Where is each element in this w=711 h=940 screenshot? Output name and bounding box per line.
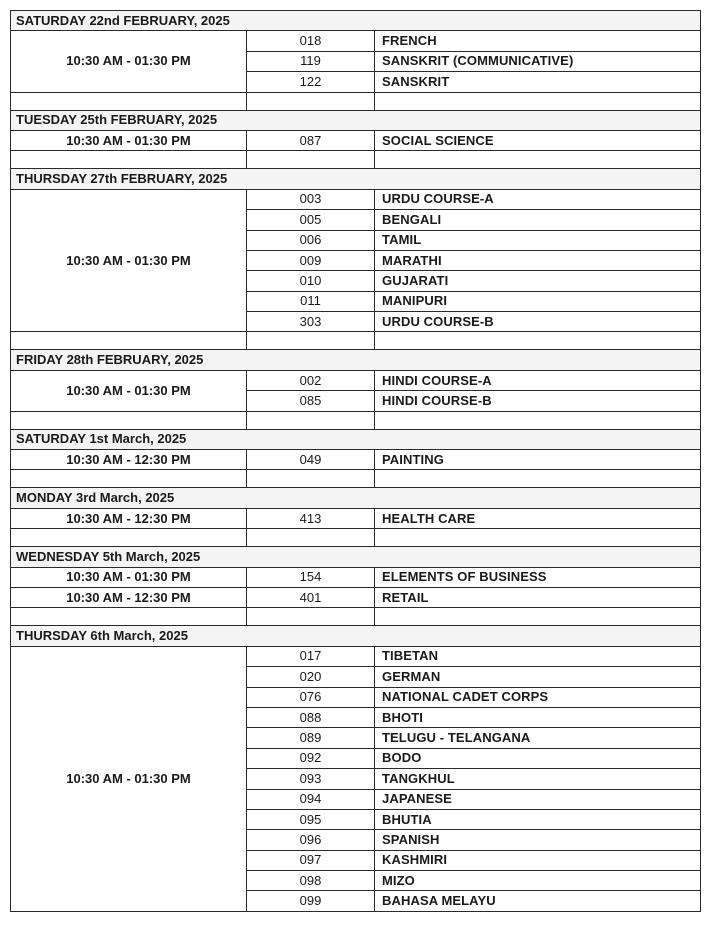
- subject-code: 049: [247, 450, 375, 470]
- exam-time: 10:30 AM - 01:30 PM: [11, 567, 247, 587]
- subject-code: 010: [247, 271, 375, 291]
- empty-cell: [247, 411, 375, 429]
- empty-cell: [375, 411, 701, 429]
- subject-name: BHOTI: [375, 707, 701, 727]
- subject-name: SANSKRIT (COMMUNICATIVE): [375, 51, 701, 71]
- empty-cell: [375, 332, 701, 350]
- subject-name: HINDI COURSE-B: [375, 391, 701, 411]
- empty-cell: [247, 529, 375, 547]
- exam-date: THURSDAY 6th March, 2025: [11, 626, 701, 646]
- subject-name: NATIONAL CADET CORPS: [375, 687, 701, 707]
- subject-code: 017: [247, 646, 375, 666]
- empty-cell: [11, 470, 247, 488]
- subject-code: 098: [247, 871, 375, 891]
- empty-cell: [375, 151, 701, 169]
- paper-row: [11, 130, 701, 150]
- exam-time: 10:30 AM - 01:30 PM: [11, 370, 247, 411]
- subject-name: FRENCH: [375, 31, 701, 51]
- subject-code: 018: [247, 31, 375, 51]
- empty-cell: [11, 411, 247, 429]
- exam-time: 10:30 AM - 12:30 PM: [11, 508, 247, 528]
- subject-code: 011: [247, 291, 375, 311]
- exam-time: 10:30 AM - 01:30 PM: [11, 31, 247, 92]
- empty-cell: [375, 470, 701, 488]
- subject-name: RETAIL: [375, 587, 701, 607]
- subject-code: 401: [247, 587, 375, 607]
- subject-code: 092: [247, 748, 375, 768]
- subject-name: KASHMIRI: [375, 850, 701, 870]
- spacer-row: [11, 332, 701, 350]
- subject-code: 089: [247, 728, 375, 748]
- subject-code: 076: [247, 687, 375, 707]
- date-header-row: [11, 350, 701, 370]
- subject-name: JAPANESE: [375, 789, 701, 809]
- subject-code: 085: [247, 391, 375, 411]
- empty-cell: [375, 92, 701, 110]
- subject-code: 002: [247, 370, 375, 390]
- subject-code: 119: [247, 51, 375, 71]
- subject-code: 413: [247, 508, 375, 528]
- exam-date: TUESDAY 25th FEBRUARY, 2025: [11, 110, 701, 130]
- exam-time: 10:30 AM - 01:30 PM: [11, 189, 247, 332]
- exam-date: SATURDAY 22nd FEBRUARY, 2025: [11, 11, 701, 31]
- date-header-row: [11, 429, 701, 449]
- subject-name: SOCIAL SCIENCE: [375, 130, 701, 150]
- subject-name: HINDI COURSE-A: [375, 370, 701, 390]
- empty-cell: [11, 92, 247, 110]
- subject-name: SPANISH: [375, 830, 701, 850]
- exam-date: THURSDAY 27th FEBRUARY, 2025: [11, 169, 701, 189]
- date-header-row: [11, 110, 701, 130]
- spacer-row: [11, 411, 701, 429]
- paper-row: [11, 31, 701, 51]
- date-header-row: [11, 626, 701, 646]
- datesheet-table: [10, 10, 701, 912]
- subject-name: URDU COURSE-B: [375, 312, 701, 332]
- exam-time: 10:30 AM - 12:30 PM: [11, 587, 247, 607]
- subject-code: 094: [247, 789, 375, 809]
- exam-datesheet: [10, 10, 700, 912]
- subject-name: URDU COURSE-A: [375, 189, 701, 209]
- empty-cell: [375, 608, 701, 626]
- paper-row: [11, 567, 701, 587]
- subject-code: 097: [247, 850, 375, 870]
- subject-name: BENGALI: [375, 210, 701, 230]
- subject-code: 095: [247, 809, 375, 829]
- date-header-row: [11, 547, 701, 567]
- exam-time: 10:30 AM - 01:30 PM: [11, 130, 247, 150]
- subject-code: 303: [247, 312, 375, 332]
- empty-cell: [247, 151, 375, 169]
- subject-name: MARATHI: [375, 250, 701, 270]
- subject-code: 020: [247, 667, 375, 687]
- subject-name: HEALTH CARE: [375, 508, 701, 528]
- paper-row: [11, 450, 701, 470]
- date-header-row: [11, 169, 701, 189]
- exam-date: SATURDAY 1st March, 2025: [11, 429, 701, 449]
- subject-code: 093: [247, 769, 375, 789]
- subject-name: GERMAN: [375, 667, 701, 687]
- subject-code: 088: [247, 707, 375, 727]
- subject-name: TANGKHUL: [375, 769, 701, 789]
- exam-date: FRIDAY 28th FEBRUARY, 2025: [11, 350, 701, 370]
- spacer-row: [11, 151, 701, 169]
- empty-cell: [11, 529, 247, 547]
- subject-name: MIZO: [375, 871, 701, 891]
- subject-name: BODO: [375, 748, 701, 768]
- paper-row: [11, 189, 701, 209]
- subject-code: 005: [247, 210, 375, 230]
- subject-code: 003: [247, 189, 375, 209]
- subject-code: 009: [247, 250, 375, 270]
- exam-time: 10:30 AM - 12:30 PM: [11, 450, 247, 470]
- paper-row: [11, 646, 701, 666]
- subject-name: TELUGU - TELANGANA: [375, 728, 701, 748]
- datesheet-body: [11, 11, 701, 912]
- subject-code: 154: [247, 567, 375, 587]
- empty-cell: [247, 92, 375, 110]
- subject-name: SANSKRIT: [375, 72, 701, 92]
- subject-code: 122: [247, 72, 375, 92]
- empty-cell: [11, 332, 247, 350]
- empty-cell: [11, 151, 247, 169]
- subject-name: BAHASA MELAYU: [375, 891, 701, 911]
- paper-row: [11, 587, 701, 607]
- empty-cell: [11, 608, 247, 626]
- empty-cell: [247, 332, 375, 350]
- paper-row: [11, 508, 701, 528]
- exam-time: 10:30 AM - 01:30 PM: [11, 646, 247, 911]
- exam-date: WEDNESDAY 5th March, 2025: [11, 547, 701, 567]
- subject-name: TAMIL: [375, 230, 701, 250]
- subject-code: 087: [247, 130, 375, 150]
- spacer-row: [11, 529, 701, 547]
- spacer-row: [11, 92, 701, 110]
- subject-code: 006: [247, 230, 375, 250]
- empty-cell: [247, 470, 375, 488]
- date-header-row: [11, 488, 701, 508]
- subject-name: TIBETAN: [375, 646, 701, 666]
- subject-name: MANIPURI: [375, 291, 701, 311]
- empty-cell: [247, 608, 375, 626]
- spacer-row: [11, 470, 701, 488]
- date-header-row: [11, 11, 701, 31]
- subject-name: BHUTIA: [375, 809, 701, 829]
- subject-name: GUJARATI: [375, 271, 701, 291]
- paper-row: [11, 370, 701, 390]
- spacer-row: [11, 608, 701, 626]
- empty-cell: [375, 529, 701, 547]
- subject-name: PAINTING: [375, 450, 701, 470]
- subject-code: 096: [247, 830, 375, 850]
- subject-code: 099: [247, 891, 375, 911]
- subject-name: ELEMENTS OF BUSINESS: [375, 567, 701, 587]
- exam-date: MONDAY 3rd March, 2025: [11, 488, 701, 508]
